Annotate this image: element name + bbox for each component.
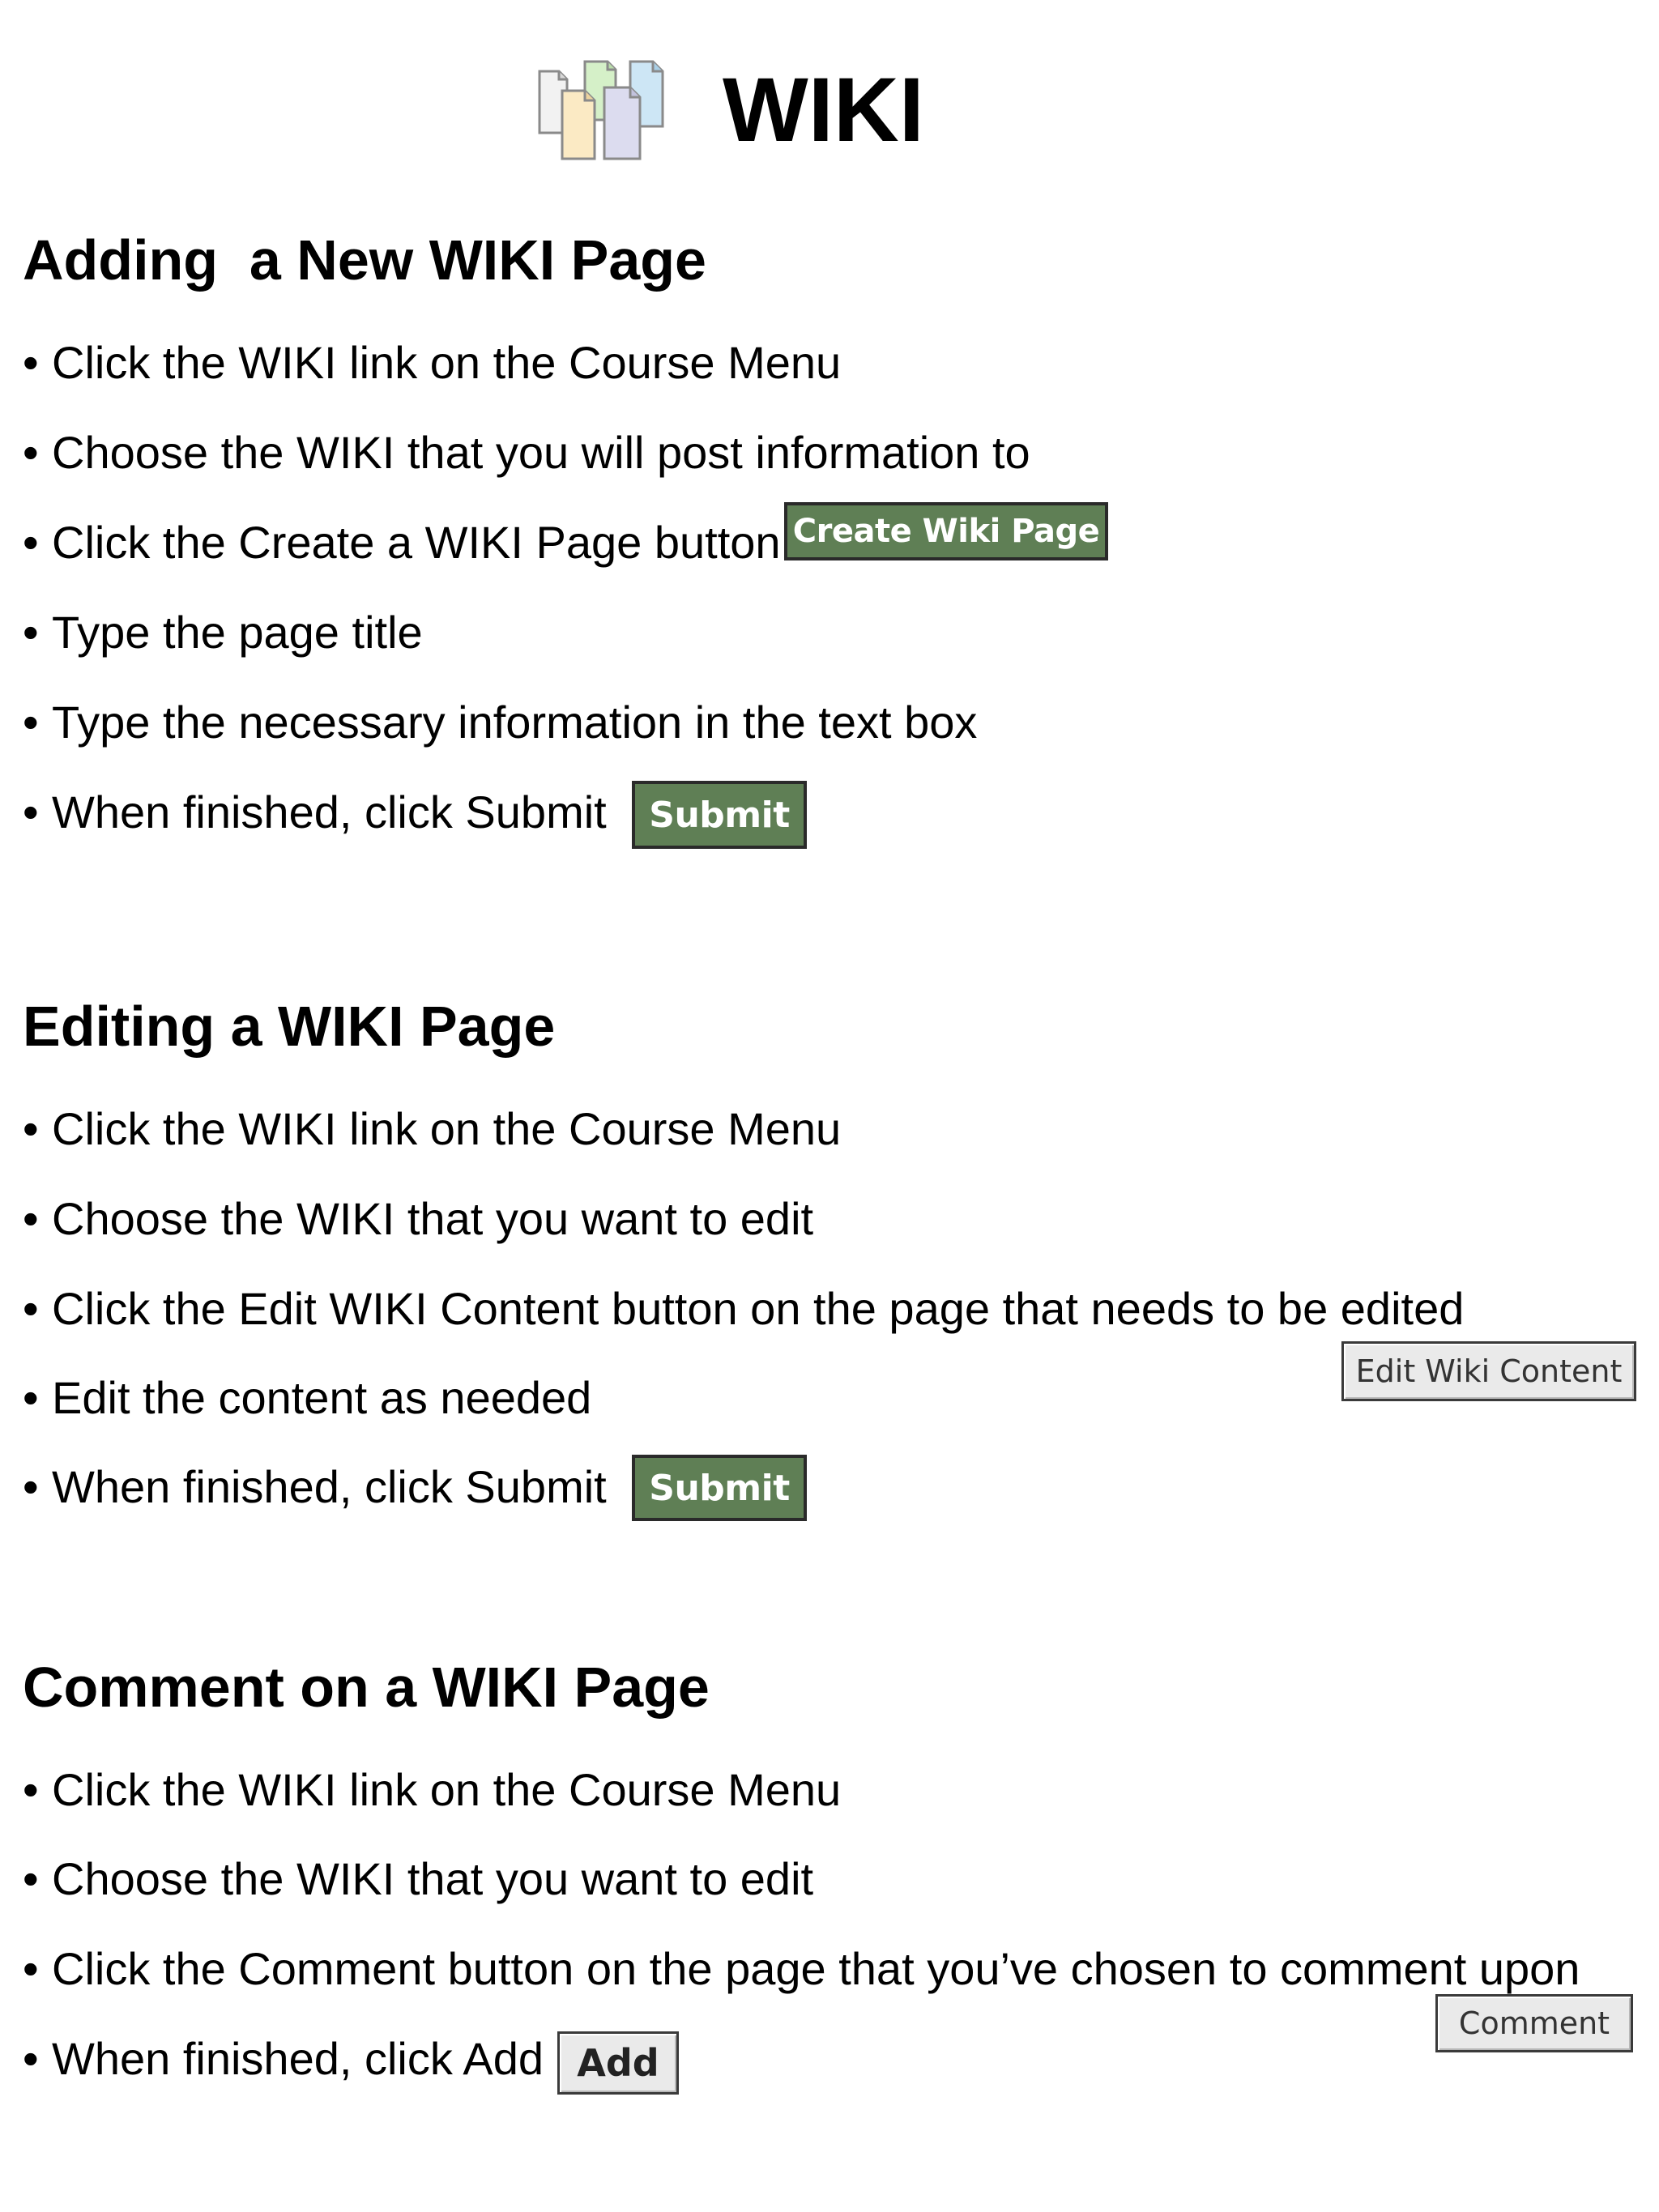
list-item-text: Click the Create a WIKI Page button — [52, 517, 781, 568]
section-heading-adding: Adding a New WIKI Page — [23, 228, 706, 292]
list-item — [23, 1853, 814, 1904]
page-header — [535, 55, 924, 165]
create-wiki-page-button[interactable]: Create Wiki Page — [784, 502, 1108, 560]
bullet-glyph: • — [23, 2033, 39, 2084]
bullet-glyph: • — [23, 517, 39, 568]
list-item-text: When finished, click Submit — [52, 786, 607, 837]
list-item — [23, 517, 781, 568]
list-item-text: When finished, click Submit — [52, 1461, 607, 1512]
list-item-text: Type the page title — [52, 607, 423, 658]
bullet-glyph: • — [23, 697, 39, 748]
submit-button[interactable]: Submit — [632, 781, 807, 849]
list-item — [23, 786, 607, 837]
submit-button[interactable]: Submit — [632, 1455, 807, 1521]
wiki-pages-icon — [535, 55, 680, 165]
list-item — [23, 1764, 842, 1815]
bullet-glyph: • — [23, 1103, 39, 1154]
list-item — [23, 2033, 544, 2084]
bullet-glyph: • — [23, 1853, 39, 1904]
list-item-text: Choose the WIKI that you want to edit — [52, 1193, 814, 1244]
section-heading-editing: Editing a WIKI Page — [23, 995, 556, 1058]
list-item-text: Click the Comment button on the page that you’ve chosen to comment upon — [52, 1943, 1580, 1994]
list-item — [23, 1943, 1580, 1994]
bullet-glyph: • — [23, 427, 39, 478]
section-heading-comment: Comment on a WIKI Page — [23, 1656, 710, 1719]
bullet-glyph: • — [23, 607, 39, 658]
bullet-glyph: • — [23, 1764, 39, 1815]
bullet-glyph: • — [23, 786, 39, 837]
list-item-text: Click the WIKI link on the Course Menu — [52, 1103, 842, 1154]
list-item — [23, 607, 423, 658]
list-item — [23, 1283, 1465, 1334]
list-item — [23, 337, 842, 388]
bullet-glyph: • — [23, 1372, 39, 1423]
list-item-text: Type the necessary information in the text box — [52, 697, 978, 748]
bullet-glyph: • — [23, 337, 39, 388]
list-item — [23, 427, 1030, 478]
list-item — [23, 1103, 842, 1154]
page-title: WIKI — [723, 59, 924, 160]
list-item — [23, 1193, 814, 1244]
list-item — [23, 697, 978, 748]
edit-wiki-content-button[interactable]: Edit Wiki Content — [1341, 1341, 1636, 1401]
list-item-text: Click the WIKI link on the Course Menu — [52, 1764, 842, 1815]
list-item-text: When finished, click Add — [52, 2033, 544, 2084]
bullet-glyph: • — [23, 1193, 39, 1244]
list-item-text: Choose the WIKI that you will post information to — [52, 427, 1030, 478]
list-item-text: Choose the WIKI that you want to edit — [52, 1853, 814, 1904]
list-item-text: Edit the content as needed — [52, 1372, 592, 1423]
bullet-glyph: • — [23, 1461, 39, 1512]
bullet-glyph: • — [23, 1943, 39, 1994]
list-item — [23, 1461, 607, 1512]
list-item — [23, 1372, 592, 1423]
list-item-text: Click the WIKI link on the Course Menu — [52, 337, 842, 388]
comment-button[interactable]: Comment — [1435, 1994, 1633, 2052]
add-button[interactable]: Add — [557, 2031, 679, 2095]
bullet-glyph: • — [23, 1283, 39, 1334]
list-item-text: Click the Edit WIKI Content button on the page that needs to be edited — [52, 1283, 1465, 1334]
